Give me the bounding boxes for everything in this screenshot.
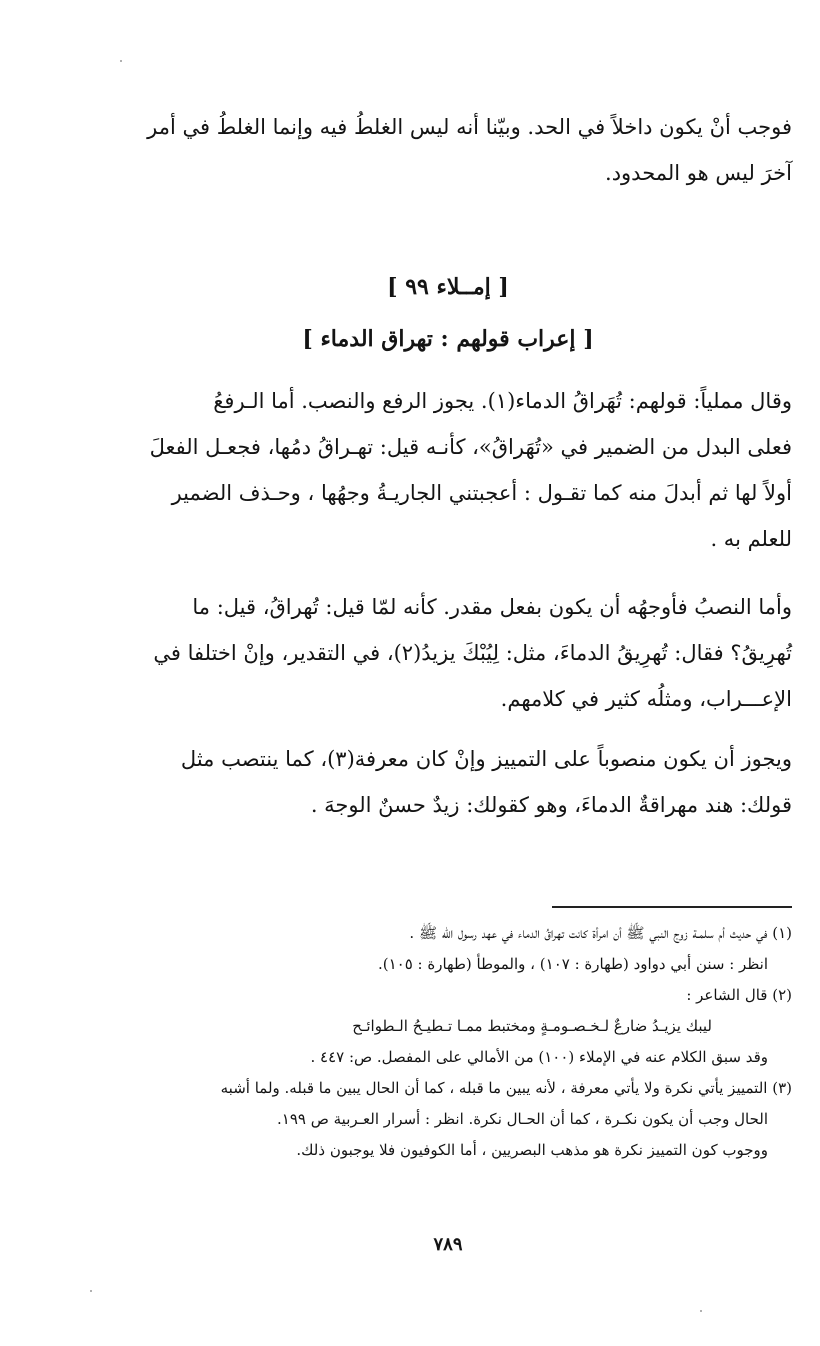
- body-paragraph: [104, 378, 792, 562]
- footnote-divider: [552, 906, 792, 908]
- footnote-line: ووجوب كون التمييز نكرة هو مذهب البصريين ، أما الكوفيون فلا يوجبون ذلك.: [296, 1141, 768, 1159]
- text-line: الإعـــراب، ومثلُه كثير في كلامهم.: [500, 687, 792, 711]
- scan-speck: [120, 60, 122, 62]
- text-line: وقال مملياً: قولهم: تُهَراقُ الدماء(١). يجوز الرفع والنصب. أما الـرفعُ: [213, 389, 792, 413]
- footnote-line: وقد سبق الكلام عنه في الإملاء (١٠٠) من الأمالي على المفصل. ص: ٤٤٧ .: [310, 1048, 768, 1066]
- continued-paragraph: [104, 104, 792, 196]
- book-page: [104, 0, 792, 1346]
- scan-speck: [90, 1290, 92, 1292]
- footnotes-block: [104, 918, 792, 1166]
- dictation-title: [ إمــلاء ٩٩ ]: [387, 274, 509, 300]
- footnote-line: (٢) قال الشاعر :: [686, 986, 792, 1004]
- text-line: فعلى البدل من الضمير في «تُهَراقُ»، كأنـه قيل: تهـراقُ دمُها، فجعـل الفعلَ: [149, 435, 792, 459]
- body-paragraph: [104, 736, 792, 828]
- text-line: أولاً لها ثم أبدلَ منه كما تقـول : أعجبتني الجاريـةُ وجهُها ، وحـذف الضمير: [171, 481, 792, 505]
- page-number: ٧٨٩: [433, 1234, 463, 1255]
- text-line: فوجب أنْ يكون داخلاً في الحد. وبيّنا أنه ليس الغلطُ فيه وإنما الغلطُ في أمر: [147, 115, 792, 139]
- topic-title: [ إعراب قولهم : تهراق الدماء ]: [302, 326, 594, 352]
- footnote-verse: ليبك يزيـدُ ضارعٌ لـخـصـومـةٍ ومختبط ممـا تـطيـحُ الـطوائـح: [352, 1017, 712, 1035]
- body-paragraph: [104, 584, 792, 722]
- footnote-line: (٣) التمييز يأتي نكرة ولا يأتي معرفة ، لأنه يبين ما قبله ، كما أن الحال يبين ما قبله. ولما أشبه: [220, 1079, 792, 1097]
- footnote-line: (١) في حديث أم سلمـة زوج النبي ﷺ أن امرأة كانت تهراقُ الدماء في عهد رسول الله ﷺ .: [409, 924, 792, 942]
- text-line: تُهرِيقُ؟ فقال: تُهرِيقُ الدماءَ، مثل: لِيُبْكَ يزيدُ(٢)، في التقدير، وإنْ اختلفا في: [153, 641, 792, 665]
- text-line: وأما النصبُ فأوجهُه أن يكون بفعل مقدر. كأنه لمّا قيل: تُهراقُ، قيل: ما: [192, 595, 792, 619]
- text-line: ويجوز أن يكون منصوباً على التمييز وإنْ كان معرفة(٣)، كما ينتصب مثل: [180, 747, 792, 771]
- text-line: قولك: هند مهراقةٌ الدماءَ، وهو كقولك: زيدٌ حسنٌ الوجهَ .: [310, 793, 792, 817]
- text-line: للعلم به .: [710, 527, 792, 551]
- scan-speck: [700, 1310, 702, 1312]
- text-line: آخرَ ليس هو المحدود.: [605, 161, 792, 185]
- footnote-line: انظر : سنن أبي دواود (طهارة : ١٠٧) ، والموطأ (طهارة : ١٠٥).: [377, 955, 768, 973]
- footnote-line: الحال وجب أن يكون نكـرة ، كما أن الحـال نكرة. انظر : أسرار العـربية ص ١٩٩.: [277, 1110, 768, 1128]
